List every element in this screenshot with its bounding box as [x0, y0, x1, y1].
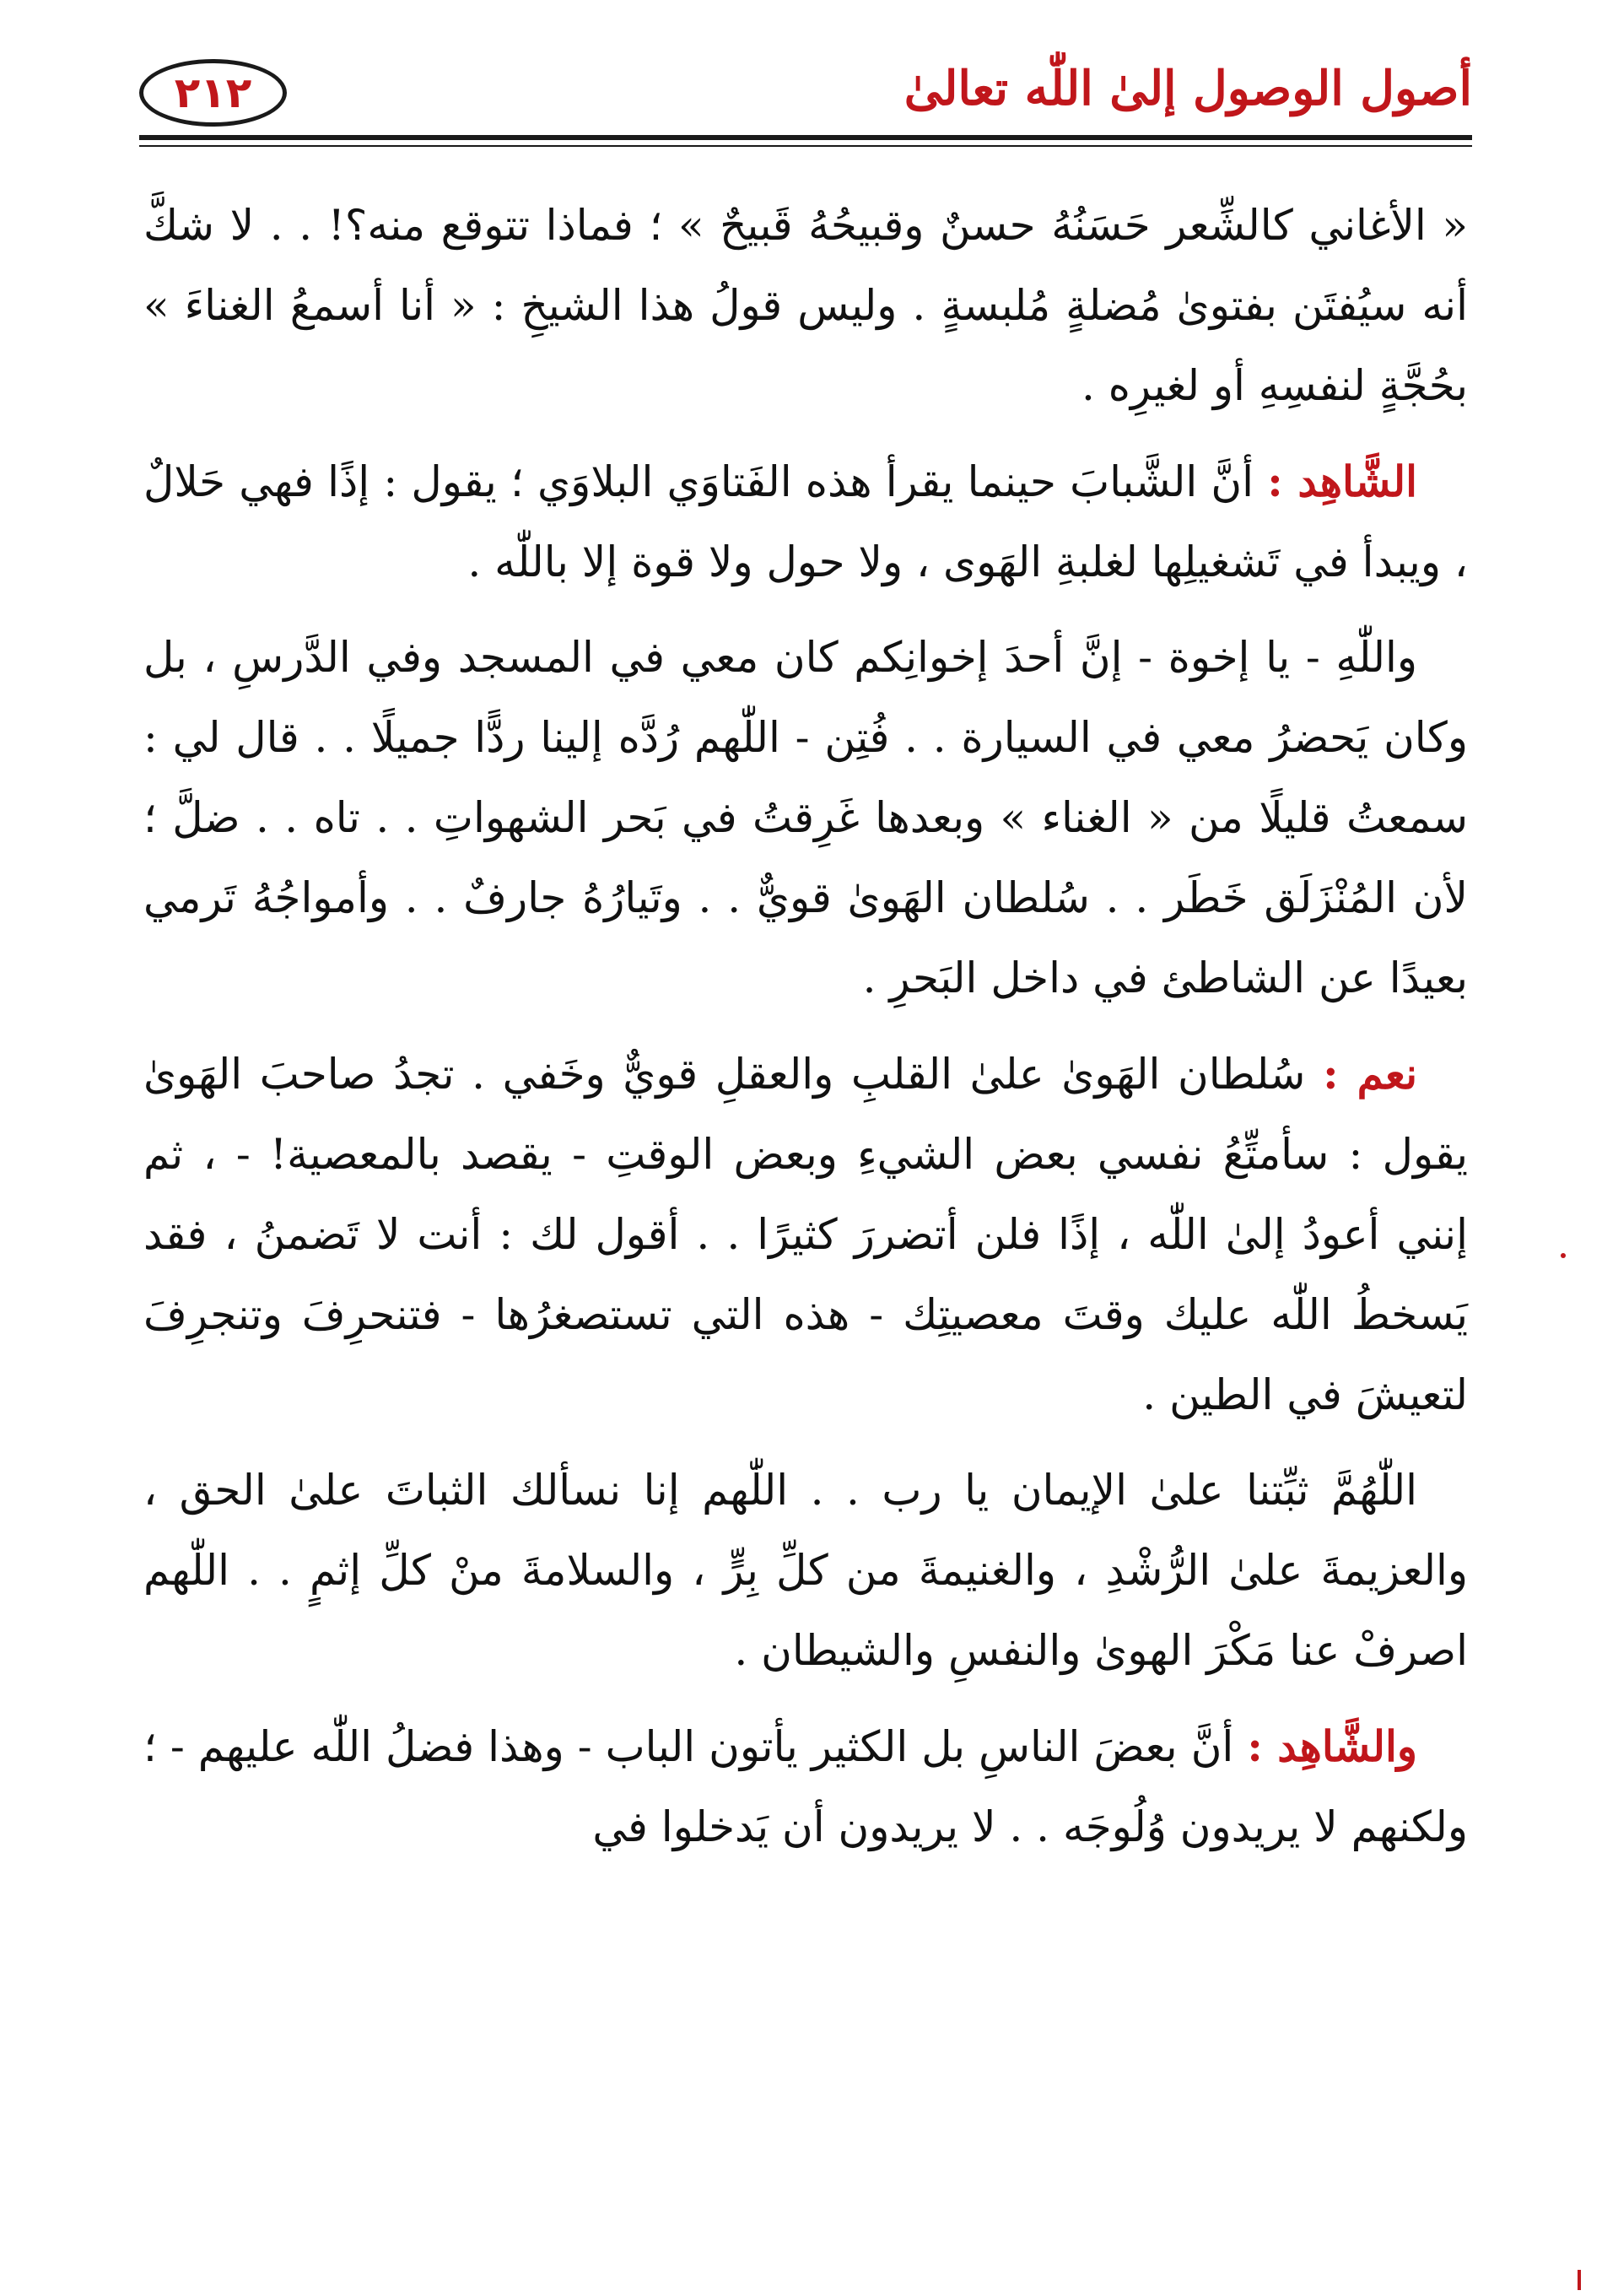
header-rule-thick [139, 135, 1472, 140]
paragraph-text: واللّٰهِ - يا إخوة - إنَّ أحدَ إخوانِكم كان معي في المسجد وفي الدَّرسِ ، بل وكان يَحضرُ معي في السيارة . . فُتِن - اللّٰهم رُدَّه إلينا ردًّا جميلًا . . قال لي : سمعتُ قليلًا من « الغناء » وبعدها غَرِقتُ في بَحر الشهواتِ . . تاه . . ضلَّ ؛ لأن المُنْزَلَق خَطَر . . سُلطان الهَوىٰ قويٌّ . . وتَيارُهُ جارفٌ . . وأمواجُهُ تَرمي بعيدًا عن الشاطئ في داخل البَحرِ . [143, 633, 1468, 1002]
corner-ink-mark [1578, 2270, 1581, 2290]
header-rule-thin [139, 145, 1472, 147]
margin-ink-dot [1561, 1253, 1566, 1258]
paragraph-2 [143, 441, 1468, 602]
body-text [143, 186, 1468, 1883]
paragraph-4 [143, 1034, 1468, 1435]
page-number-badge: ٢١٢ [139, 59, 287, 127]
paragraph-label: والشَّاهِد : [1247, 1721, 1417, 1771]
paragraph-6 [143, 1706, 1468, 1867]
page-header [139, 51, 1472, 143]
paragraph-label: نعم : [1323, 1049, 1417, 1099]
paragraph-1 [143, 186, 1468, 426]
paragraph-5 [143, 1451, 1468, 1691]
paragraph-text: أنَّ بعضَ الناسِ بل الكثير يأتون الباب - وهذا فضلُ اللّٰه عليهم - ؛ ولكنهم لا يريدون وُلُوجَه . . لا يريدون أن يَدخلوا في [143, 1722, 1468, 1851]
paragraph-text: سُلطان الهَوىٰ علىٰ القلبِ والعقلِ قويٌّ وخَفي . تجدُ صاحبَ الهَوىٰ يقول : سأمتِّعُ نفسي بعض الشيءِ وبعض الوقتِ - يقصد بالمعصية! - ، ثم إنني أعودُ إلىٰ اللّٰه ، إذًا فلن أتضررَ كثيرًا . . أقول لك : أنت لا تَضمنُ ، فقد يَسخطُ اللّٰه عليك وقتَ معصيتِك - هذه التي تستصغرُها - فتنحرِفَ وتنجرِفَ لتعيشَ في الطين . [143, 1050, 1468, 1419]
paragraph-label: الشَّاهِد : [1267, 456, 1417, 506]
paragraph-text: اللّٰهُمَّ ثبِّتنا علىٰ الإيمان يا رب . . اللّٰهم إنا نسألك الثباتَ علىٰ الحق ، والعزيمةَ علىٰ الرُّشْدِ ، والغنيمةَ من كلِّ بِرٍّ ، والسلامةَ منْ كلِّ إثمٍ . . اللّٰهم اصرفْ عنا مَكْرَ الهوىٰ والنفسِ والشيطان . [143, 1466, 1468, 1675]
paragraph-text: أنَّ الشَّبابَ حينما يقرأ هذه الفَتاوَي البلاوَي ؛ يقول : إذًا فهي حَلالٌ ، ويبدأ في تَشغيلِها لغلبةِ الهَوى ، ولا حول ولا قوة إلا باللّٰه . [143, 457, 1468, 586]
paragraph-3 [143, 618, 1468, 1018]
running-title: أصول الوصول إلىٰ اللّٰه تعالىٰ [903, 61, 1472, 116]
paragraph-text: « الأغاني كالشِّعر حَسَنُهُ حسنٌ وقبيحُهُ قَبيحٌ » ؛ فماذا تتوقع منه؟! . . لا شكَّ أنه سيُفتَن بفتوىٰ مُضلةٍ مُلبسةٍ . وليس قولُ هذا الشيخِ : « أنا أسمعُ الغناءَ » بحُجَّةٍ لنفسِهِ أو لغيرِه . [143, 201, 1468, 410]
